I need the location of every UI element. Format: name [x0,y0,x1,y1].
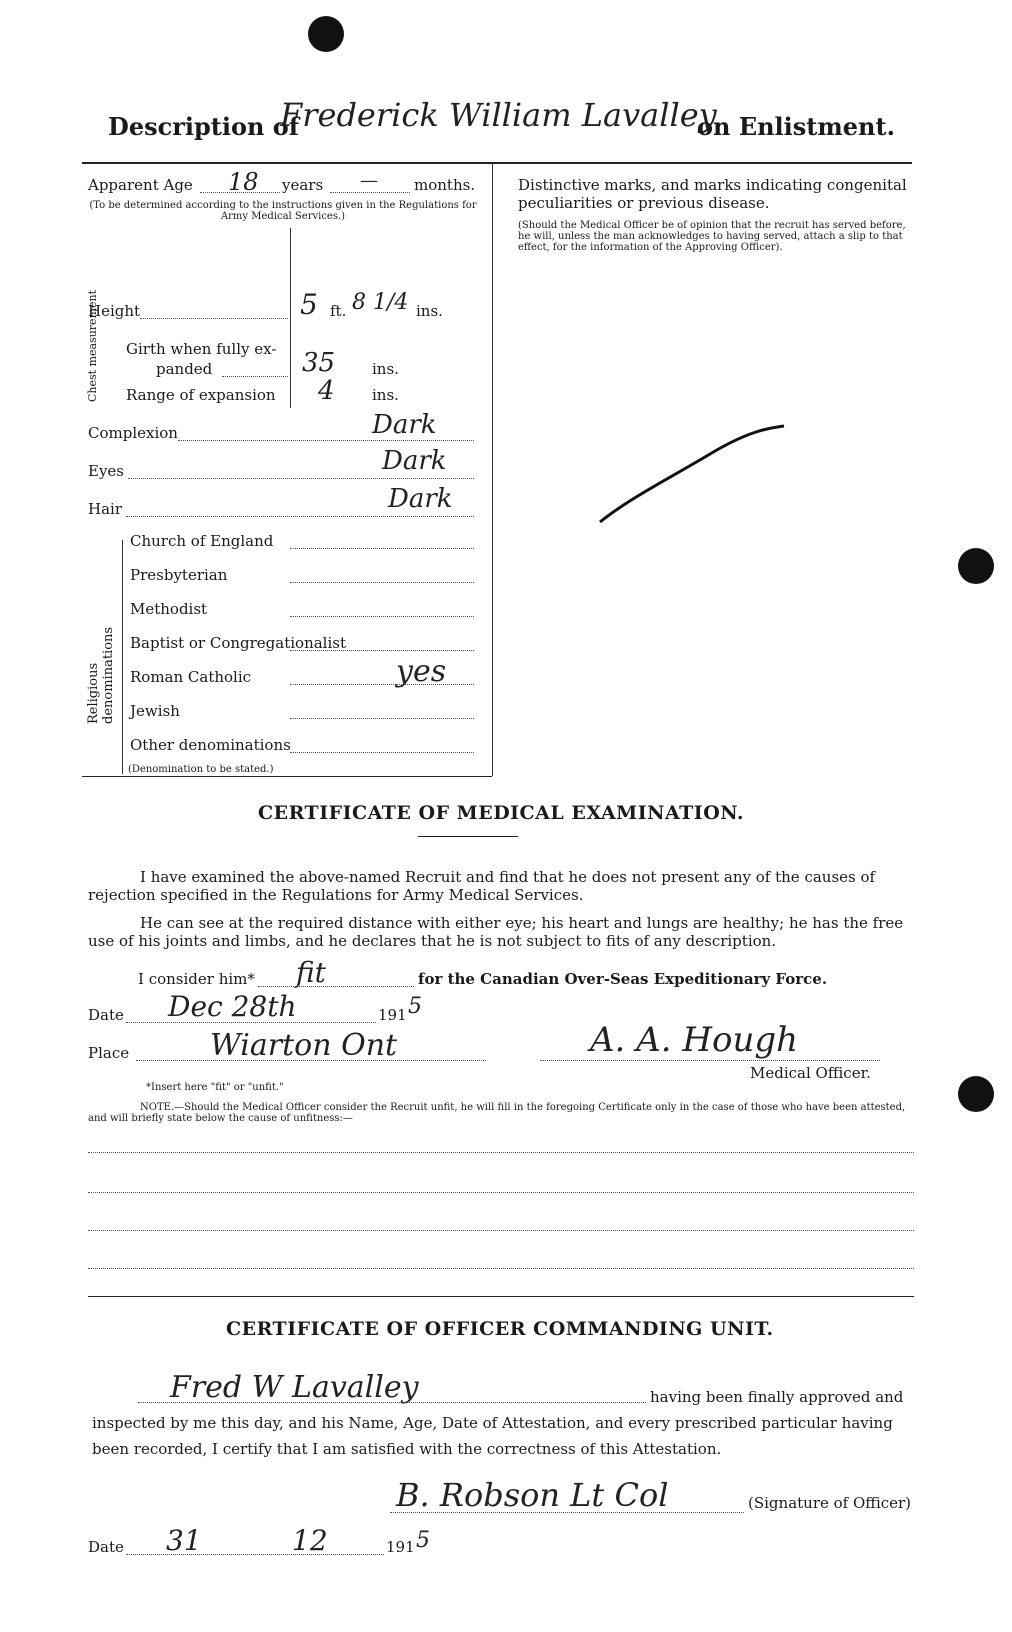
religion-line [290,752,474,753]
medical-para1: I have examined the above-named Recruit and find that he does not present any of the causes of rejection specified in the Regulations for Army Medical Services. [88,868,876,904]
medical-date-value: Dec 28th [168,990,297,1023]
commanding-heading: CERTIFICATE OF OFFICER COMMANDING UNIT. [226,1318,774,1340]
co-line1-suffix: having been finally approved and [650,1388,904,1406]
complexion-value: Dark [372,410,437,440]
unfit-line-3 [88,1230,914,1231]
religion-label-text: Other denominations [130,736,291,754]
religion-label-text: Methodist [130,600,208,618]
hair-value: Dark [388,484,453,514]
religion-bracket [122,540,123,774]
ft-label: ft. [330,302,347,320]
co-name-line [138,1402,646,1403]
place-label: Place [88,1044,130,1062]
religion-line [290,548,474,549]
medical-year-value: 5 [408,994,422,1019]
religion-label-text: Presbyterian [130,566,228,584]
unfit-line-4 [88,1268,914,1269]
age-months-line [330,192,410,193]
place-value: Wiarton Ont [210,1028,398,1063]
complexion-label: Complexion [88,424,178,442]
eyes-label: Eyes [88,462,124,480]
marks-strike-line [590,418,790,528]
girth-value: 35 [302,348,336,378]
ins-label: ins. [416,302,443,320]
height-line [140,318,288,319]
medical-para2: He can see at the required distance with either eye; his heart and lungs are healthy; he has the free use of his joints and limbs, and he declares that he is not subject to fits of any description. [88,914,904,950]
title-suffix: on Enlistment. [697,112,895,141]
co-year-value: 5 [416,1528,430,1553]
height-label: Height [88,302,141,320]
punch-hole-right-2 [958,1076,994,1112]
values-divider [290,228,291,408]
medical-heading: CERTIFICATE OF MEDICAL EXAMINATION. [258,802,745,824]
girth-line [222,376,288,377]
religion-line [290,718,474,719]
consider-value: fit [296,956,326,989]
religion-value: yes [396,654,447,689]
unfit-line-2 [88,1192,914,1193]
medical-year-prefix: 191 [378,1006,407,1024]
consider-suffix: for the Canadian Over-Seas Expeditionary Force. [418,970,828,988]
consider-label: I consider him* [138,970,255,988]
co-signature: B. Robson Lt Col [396,1476,669,1514]
unfit-note: NOTE.—Should the Medical Officer consider the Recruit unfit, he will fill in the foregoing Certificate only in the case of those who have been attested, and will briefly state below the cause of unfitness:— [88,1102,906,1124]
religion-label-text: Roman Catholic [130,668,252,686]
co-line3: been recorded, I certify that I am satisfied with the correctness of this Attestation. [92,1440,722,1458]
co-date-day: 31 [166,1524,202,1557]
height-in-value: 8 1/4 [352,290,409,315]
medical-date-label: Date [88,1006,124,1024]
eyes-line [128,478,474,479]
recruit-name: Frederick William Lavalley [280,96,717,134]
co-line2: inspected by me this day, and his Name, Age, Date of Attestation, and every prescribed particular having [92,1414,893,1432]
co-recruit-name: Fred W Lavalley [170,1370,419,1405]
section-rule-1 [82,776,492,777]
co-year-prefix: 191 [386,1538,415,1556]
religion-label-text: Jewish [130,702,180,720]
medical-officer-line [540,1060,880,1061]
marks-heading: Distinctive marks, and marks indicating congenital peculiarities or previous disease. [518,176,907,212]
punch-hole-top [308,16,344,52]
girth-label-1: Girth when fully ex- [126,340,277,358]
apparent-age-label: Apparent Age [88,176,193,194]
header-rule [82,162,912,164]
chest-label: Chest measurement [86,289,99,402]
range-value: 4 [318,376,335,406]
height-ft-value: 5 [300,288,318,321]
title-prefix: Description of [108,112,300,141]
insert-note: *Insert here "fit" or "unfit." [146,1082,284,1093]
age-years-value: 18 [228,168,259,196]
hair-label: Hair [88,500,122,518]
medical-heading-rule [418,836,518,837]
religion-line [290,650,474,651]
punch-hole-right-1 [958,548,994,584]
medical-officer-label: Medical Officer. [750,1064,871,1082]
co-date-line [126,1554,384,1555]
section-rule-2 [88,1296,914,1297]
hair-line [126,516,474,517]
religion-line [290,582,474,583]
range-label: Range of expansion [126,386,276,404]
medical-officer-signature: A. A. Hough [590,1020,799,1060]
consider-line [258,986,414,987]
co-date-label: Date [88,1538,124,1556]
age-note: (To be determined according to the instructions given in the Regulations for Army Medical Services.) [89,200,477,222]
years-label: years [282,176,324,194]
denomination-note: (Denomination to be stated.) [128,764,274,775]
religion-line [290,684,474,685]
girth-unit: ins. [372,360,399,378]
religion-label-text: Baptist or Congregationalist [130,634,346,652]
co-date-month: 12 [292,1524,328,1557]
months-label: months. [414,176,476,194]
range-unit: ins. [372,386,399,404]
religion-label: Religious denominations [86,626,116,724]
unfit-line-1 [88,1152,914,1153]
religion-line [290,616,474,617]
age-years-line [200,192,280,193]
place-line [136,1060,486,1061]
co-signature-line [390,1512,744,1513]
marks-note: (Should the Medical Officer be of opinion that the recruit has served before, he will, unless the man acknowledges to having served, attach a slip to that effect, for the information of the Approving Officer). [518,220,906,253]
co-signature-label: (Signature of Officer) [748,1494,912,1512]
age-months-value: — [360,170,378,191]
complexion-line [178,440,474,441]
column-divider [492,164,493,776]
eyes-value: Dark [382,446,447,476]
religion-label-text: Church of England [130,532,274,550]
medical-date-line [126,1022,376,1023]
girth-label-2: panded [156,360,213,378]
